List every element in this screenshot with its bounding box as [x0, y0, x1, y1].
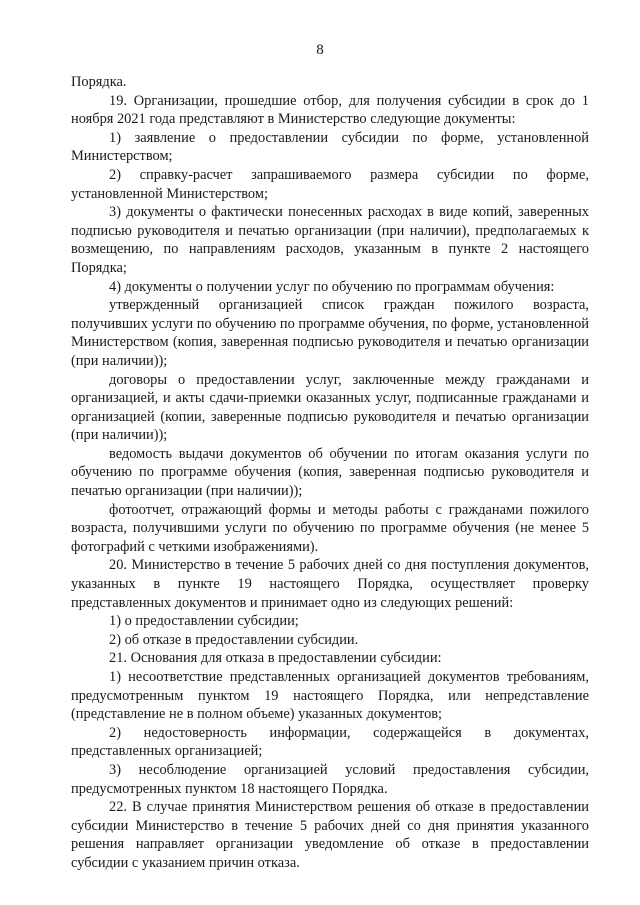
paragraph-20-2: 2) об отказе в предоставлении субсидии. [109, 631, 359, 648]
paragraph-19-4-statement: ведомость выдачи документов об обучении по итогам оказания услуги по обучению по программе обучения (копия, заверенная подписью руководителя и печатью организации (при наличии)); [71, 445, 589, 500]
paragraph-19-3: 3) документы о фактически понесенных расходах в виде копий, заверенных подписью руководителя и печатью организации (при наличии), предполагаемых к возмещению, по направлениям расходов, указанным в пункте 2 настоящего Порядка; [71, 204, 589, 276]
paragraph-item-21: 21. Основания для отказа в предоставлении субсидии: [109, 650, 442, 667]
paragraph-21-1: 1) несоответствие представленных организацией документов требованиям, предусмотренным пунктом 19 настоящего Порядка, или непредставление (представление не в полном объеме) указанных документов; [71, 669, 589, 723]
paragraph-19-1: 1) заявление о предоставлении субсидии по форме, установленной Министерством; [71, 129, 589, 165]
paragraph-21-2: 2) недостоверность информации, содержащейся в документах, представленных организацией; [71, 724, 589, 760]
paragraph-19-4-photo-report: фотоотчет, отражающий формы и методы работы с гражданами пожилого возраста, получившими услуги по обучению по программе обучения (не менее 5 фотографий с четкими изображениями). [71, 501, 589, 555]
paragraph-19-4: 4) документы о получении услуг по обучению по программам обучения: [109, 278, 555, 295]
paragraph-19-4-contracts: договоры о предоставлении услуг, заключенные между гражданами и организацией, и акты сдачи-приемки оказанных услуг, подписанные гражданами и организацией (копии, заверенные подписью руководителя и печатью организации (при наличии)); [71, 371, 589, 444]
paragraph-21-3: 3) несоблюдение организацией условий предоставления субсидии, предусмотренных пунктом 18 настоящего Порядка. [71, 761, 589, 797]
paragraph-item-22: 22. В случае принятия Министерством решения об отказе в предоставлении субсидии Министерство в течение 5 рабочих дней со дня принятия указанного решения направляет организации уведомление об отказе в предоставлении субсидии с указанием причин отказа. [71, 799, 589, 871]
paragraph-20-1: 1) о предоставлении субсидии; [109, 613, 299, 630]
document-body [71, 73, 589, 873]
paragraph-item-20: 20. Министерство в течение 5 рабочих дней со дня поступления документов, указанных в пункте 19 настоящего Порядка, осуществляет проверку представленных документов и принимает одно из следующих решений: [71, 557, 589, 611]
page-number: 8 [316, 42, 324, 58]
paragraph-19-4-list: утвержденный организацией список граждан пожилого возраста, получивших услуги по обучению по программе обучения, по форме, установленной Министерством (копия, заверенная подписью руководителя и печатью организации (при наличии)); [71, 297, 589, 369]
paragraph-19-2: 2) справку-расчет запрашиваемого размера субсидии по форме, установленной Министерством; [71, 166, 589, 202]
paragraph-continuation: Порядка. [71, 74, 127, 90]
paragraph-item-19: 19. Организации, прошедшие отбор, для получения субсидии в срок до 1 ноября 2021 года представляют в Министерство следующие документы: [71, 92, 589, 128]
